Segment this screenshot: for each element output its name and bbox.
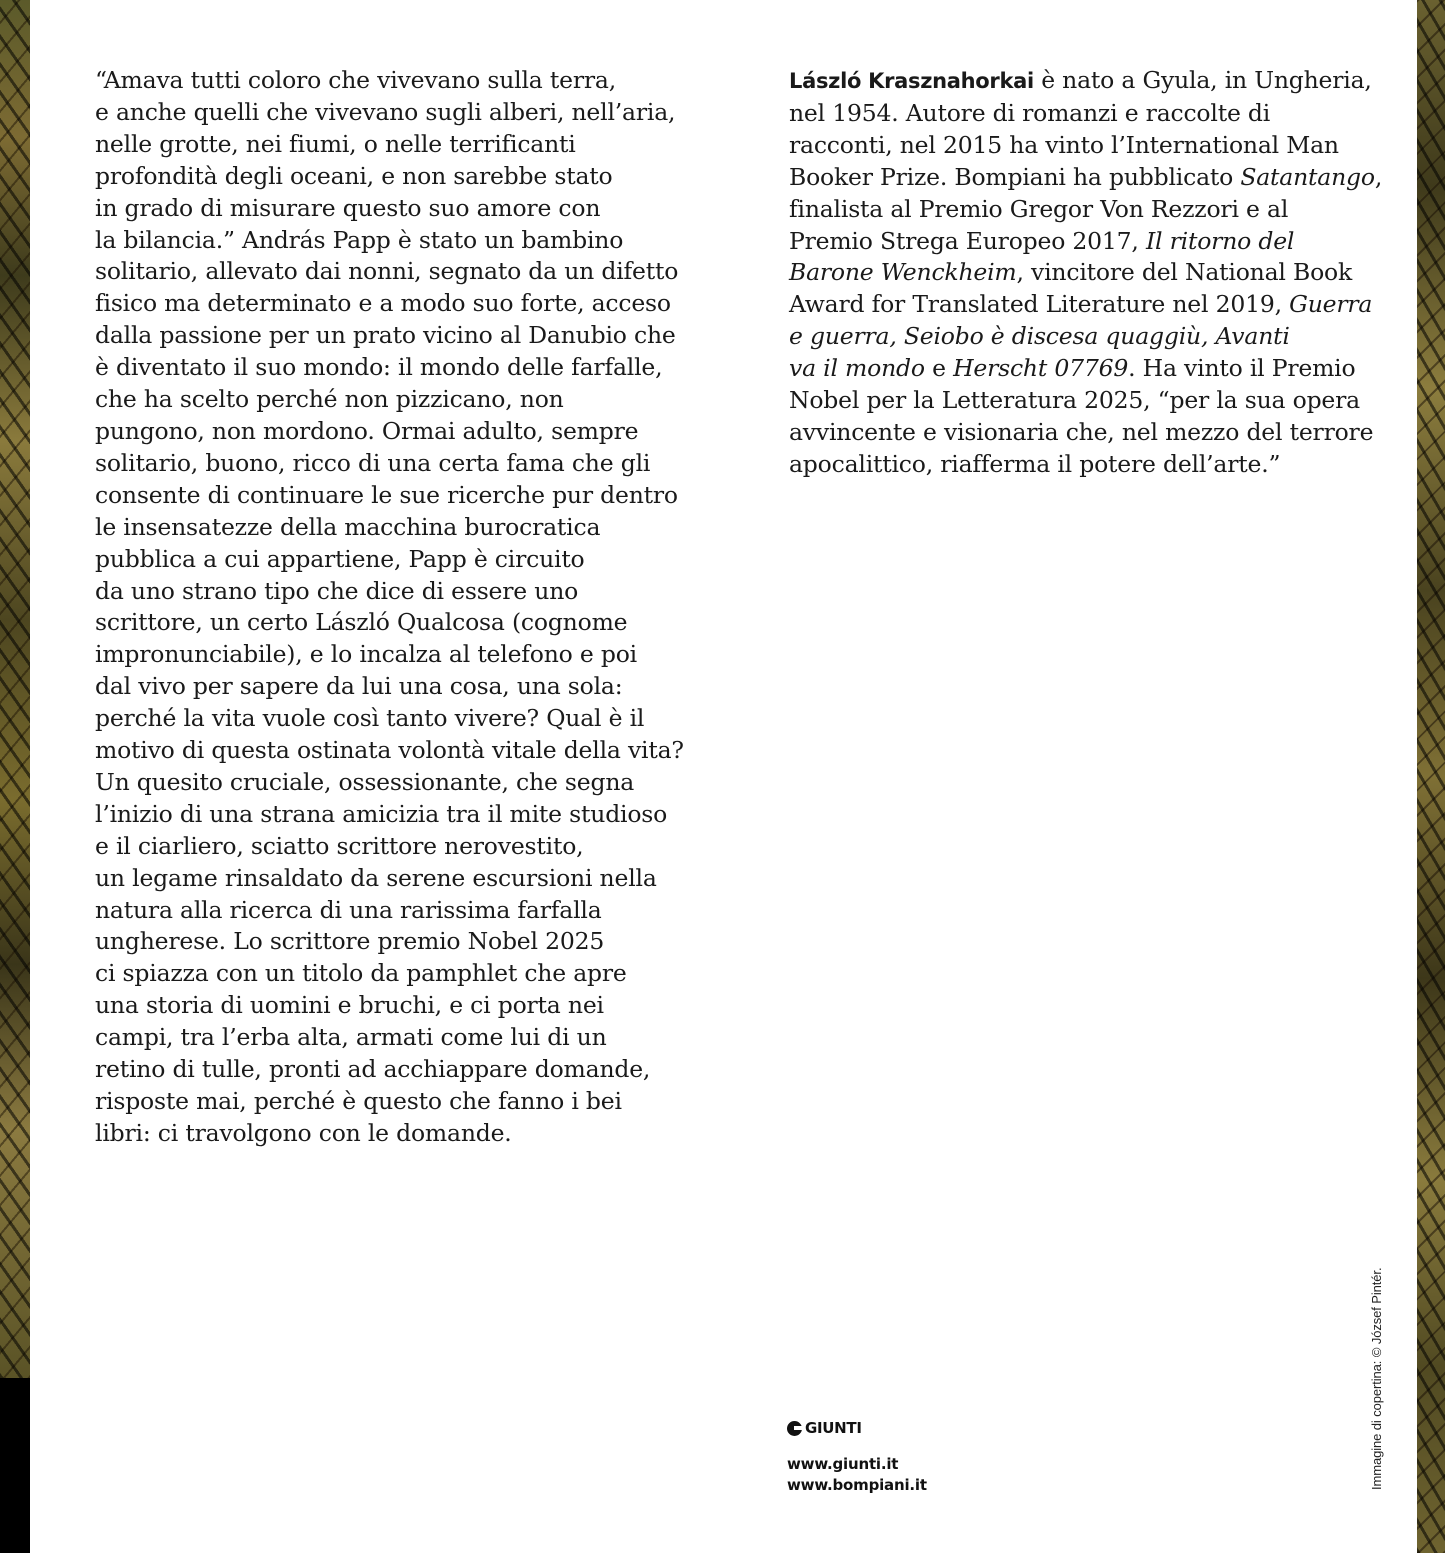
bio-line: Nobel per la Letteratura 2025, “per la sua opera [789, 386, 1360, 415]
synopsis-line: è diventato il suo mondo: il mondo delle farfalle, [95, 353, 663, 382]
bio-line: racconti, nel 2015 ha vinto l’International Man [789, 130, 1339, 159]
synopsis-line: motivo di questa ostinata volontà vitale della vita? [95, 736, 684, 765]
bio-line: László Krasznahorkai è nato a Gyula, in Ungheria, [789, 66, 1372, 94]
synopsis-line: perché la vita vuole così tanto vivere? Qual è il [95, 704, 645, 733]
synopsis-line: retino di tulle, pronti ad acchiappare domande, [95, 1055, 651, 1084]
book-title: va il mondo [789, 354, 925, 383]
giunti-logo: GIUNTI [787, 1418, 927, 1438]
synopsis-line: natura alla ricerca di una rarissima farfalla [95, 895, 602, 924]
bio-line: apocalittico, riafferma il potere dell’arte.” [789, 449, 1281, 478]
bio-line: nel 1954. Autore di romanzi e raccolte di [789, 98, 1271, 127]
synopsis-line: pubblica a cui appartiene, Papp è circuito [95, 544, 585, 573]
bio-line: e guerra, Seiobo è discesa quaggiù, Avanti [789, 322, 1290, 351]
synopsis-line: libri: ci travolgono con le domande. [95, 1118, 512, 1147]
book-title: Satantango [1240, 162, 1375, 191]
bompiani-url: www.bompiani.it [787, 1476, 927, 1494]
synopsis-line: in grado di misurare questo suo amore con [95, 193, 601, 222]
synopsis-line: fisico ma determinato e a modo suo forte, acceso [95, 289, 671, 318]
synopsis-line: solitario, allevato dai nonni, segnato da un difetto [95, 257, 679, 286]
giunti-logo-icon [787, 1421, 802, 1436]
author-name: László Krasznahorkai [789, 69, 1034, 93]
synopsis-column [95, 65, 684, 1150]
synopsis-line: consente di continuare le sue ricerche pur dentro [95, 480, 678, 509]
synopsis-line: scrittore, un certo László Qualcosa (cognome [95, 608, 628, 637]
author-bio-column [789, 65, 1383, 481]
synopsis-line: e il ciarliero, sciatto scrittore nerovestito, [95, 831, 584, 860]
synopsis-line: solitario, buono, ricco di una certa fama che gli [95, 448, 651, 477]
synopsis-line: nelle grotte, nei fiumi, o nelle terrificanti [95, 129, 576, 158]
synopsis-line: dal vivo per sapere da lui una cosa, una sola: [95, 672, 623, 701]
synopsis-line: che ha scelto perché non pizzicano, non [95, 385, 564, 414]
synopsis-line: l’inizio di una strana amicizia tra il mite studioso [95, 799, 668, 828]
bio-line: Barone Wenckheim, vincitore del National Book [789, 258, 1353, 287]
synopsis-line: da uno strano tipo che dice di essere uno [95, 576, 579, 605]
cover-art-strip-left [0, 0, 30, 1553]
bio-line: Booker Prize. Bompiani ha pubblicato Satantango, [789, 162, 1383, 191]
book-title: Herscht 07769 [953, 354, 1129, 383]
bio-line: Premio Strega Europeo 2017, Il ritorno del [789, 226, 1295, 255]
synopsis-line: profondità degli oceani, e non sarebbe stato [95, 161, 613, 190]
synopsis-line: e anche quelli che vivevano sugli alberi, nell’aria, [95, 97, 676, 126]
synopsis-line: ci spiazza con un titolo da pamphlet che apre [95, 959, 627, 988]
synopsis-line: una storia di uomini e bruchi, e ci porta nei [95, 991, 604, 1020]
synopsis-line: dalla passione per un prato vicino al Danubio che [95, 321, 676, 350]
bio-line: Award for Translated Literature nel 2019, Guerra [789, 290, 1373, 319]
cover-art-strip-right [1417, 0, 1445, 1553]
synopsis-line: impronunciabile), e lo incalza al telefono e poi [95, 640, 637, 669]
book-title: Il ritorno del [1145, 226, 1295, 255]
synopsis-line: “Amava tutti coloro che vivevano sulla terra, [95, 66, 616, 94]
cover-image-credit: Immagine di copertina: © József Pintér. [1369, 1267, 1384, 1490]
book-title: Barone Wenckheim [789, 258, 1017, 287]
bio-line: finalista al Premio Gregor Von Rezzori e al [789, 194, 1289, 223]
synopsis-line: la bilancia.” András Papp è stato un bambino [95, 225, 624, 254]
synopsis-line: ungherese. Lo scrittore premio Nobel 2025 [95, 927, 605, 956]
synopsis-line: campi, tra l’erba alta, armati come lui di un [95, 1023, 607, 1052]
publisher-block [787, 1418, 927, 1496]
giunti-url: www.giunti.it [787, 1455, 899, 1473]
synopsis-line: pungono, non mordono. Ormai adulto, sempre [95, 416, 639, 445]
bio-line: avvincente e visionaria che, nel mezzo del terrore [789, 417, 1374, 446]
synopsis-line: Un quesito cruciale, ossessionante, che segna [95, 767, 635, 796]
book-title: Guerra [1289, 290, 1373, 319]
bio-line: va il mondo e Herscht 07769. Ha vinto il Premio [789, 354, 1356, 383]
synopsis-line: le insensatezze della macchina burocratica [95, 512, 601, 541]
synopsis-line: un legame rinsaldato da serene escursioni nella [95, 863, 657, 892]
synopsis-line: risposte mai, perché è questo che fanno i bei [95, 1087, 622, 1115]
